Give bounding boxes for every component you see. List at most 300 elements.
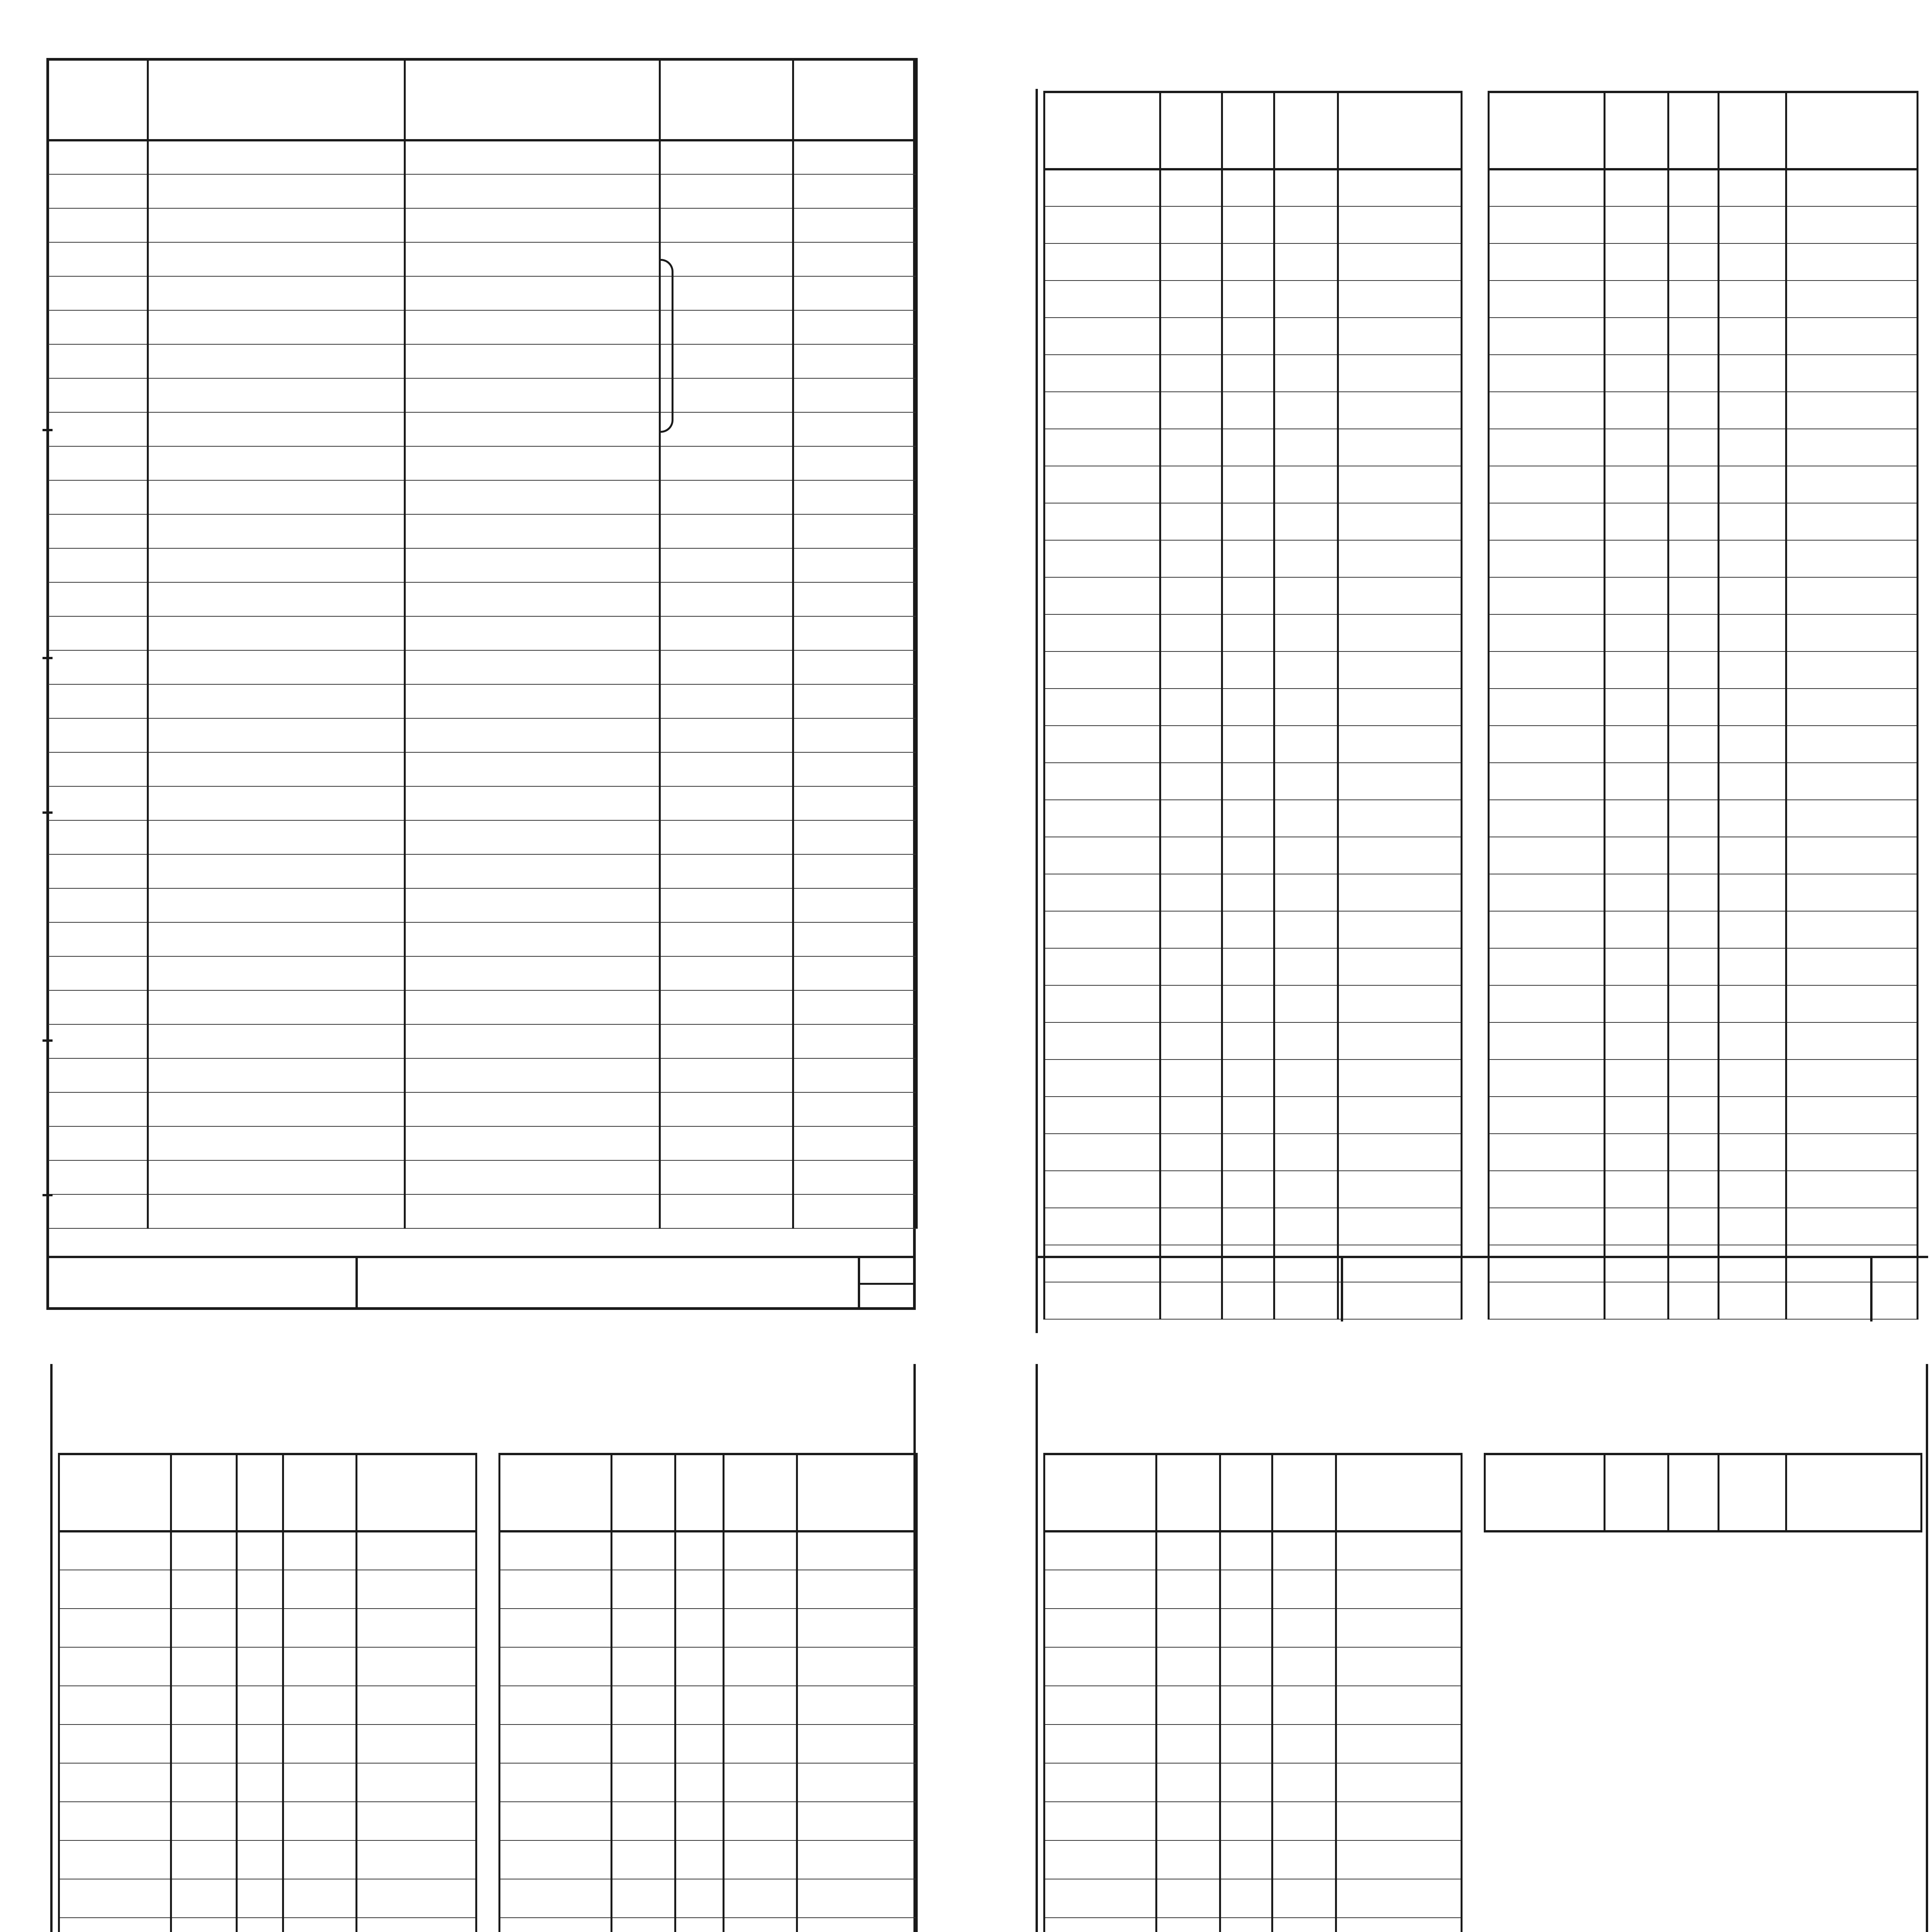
table-cell	[1338, 985, 1462, 1022]
table-cell	[171, 1531, 237, 1570]
table-cell	[1605, 243, 1668, 281]
table-cell	[793, 650, 917, 684]
table-cell	[1786, 577, 1918, 614]
table-cell	[1222, 540, 1274, 577]
table-cell	[148, 1092, 405, 1126]
column-header	[1044, 1454, 1156, 1531]
column-header	[793, 59, 917, 140]
table-cell	[1489, 689, 1605, 726]
table-row	[59, 1763, 476, 1802]
table-cell	[1044, 1570, 1156, 1609]
table-cell	[405, 548, 660, 582]
table-cell	[1274, 355, 1338, 392]
table-cell	[48, 344, 148, 378]
table-cell	[1489, 1208, 1605, 1245]
table-cell	[797, 1918, 917, 1932]
connections-table-right	[498, 1453, 918, 1932]
table-cell	[171, 1879, 237, 1918]
table-row	[1044, 503, 1462, 540]
table-cell	[660, 480, 793, 514]
table-cell	[405, 956, 660, 990]
table-cell	[724, 1647, 797, 1686]
table-cell	[660, 412, 793, 446]
table-cell	[405, 208, 660, 242]
table-cell	[357, 1879, 476, 1918]
table-row	[59, 1802, 476, 1840]
table-row	[48, 718, 917, 752]
column-header	[612, 1454, 675, 1531]
table-cell	[1222, 614, 1274, 651]
table-cell	[1668, 281, 1719, 318]
table-row	[1489, 1134, 1918, 1171]
table-cell	[1719, 1134, 1786, 1171]
table-cell	[1156, 1879, 1220, 1918]
table-cell	[405, 616, 660, 650]
table-cell	[148, 650, 405, 684]
table-cell	[1338, 911, 1462, 948]
table-cell	[1160, 392, 1222, 429]
page-4	[970, 1364, 1932, 1932]
table-row	[48, 854, 917, 888]
table-cell	[1272, 1725, 1336, 1763]
margin-tick	[43, 1194, 53, 1196]
table-cell	[237, 1647, 283, 1686]
table-cell	[48, 480, 148, 514]
table-cell	[724, 1879, 797, 1918]
table-cell	[1222, 466, 1274, 503]
table-cell	[357, 1609, 476, 1647]
table-row	[48, 650, 917, 684]
table-cell	[1222, 726, 1274, 763]
table-cell	[1272, 1879, 1336, 1918]
table-row	[500, 1531, 917, 1570]
table-cell	[1222, 800, 1274, 837]
table-row	[1489, 985, 1918, 1022]
table-cell	[1786, 948, 1918, 985]
table-row	[1044, 763, 1462, 800]
table-cell	[797, 1802, 917, 1840]
table-cell	[1668, 1060, 1719, 1097]
table-cell	[724, 1918, 797, 1932]
table-cell	[1044, 1918, 1156, 1932]
table-cell	[1786, 392, 1918, 429]
table-cell	[660, 1092, 793, 1126]
table-cell	[1222, 689, 1274, 726]
table-cell	[1220, 1879, 1272, 1918]
table-cell	[675, 1840, 724, 1879]
table-row	[1044, 1171, 1462, 1208]
table-row	[500, 1763, 917, 1802]
table-cell	[1222, 837, 1274, 874]
table-cell	[793, 276, 917, 310]
table-cell	[405, 1092, 660, 1126]
table-cell	[660, 956, 793, 990]
table-row	[1489, 1097, 1918, 1134]
table-row	[1044, 466, 1462, 503]
table-row	[1044, 800, 1462, 837]
table-cell	[59, 1840, 171, 1879]
table-cell	[405, 990, 660, 1024]
column-header	[59, 1454, 171, 1531]
table-cell	[724, 1686, 797, 1725]
table-cell	[612, 1609, 675, 1647]
table-cell	[1489, 318, 1605, 355]
table-cell	[1786, 985, 1918, 1022]
table-row	[48, 752, 917, 786]
table-cell	[1605, 614, 1668, 651]
table-cell	[500, 1763, 612, 1802]
table-cell	[283, 1879, 357, 1918]
table-cell	[660, 446, 793, 480]
table-cell	[1786, 1060, 1918, 1097]
table-cell	[171, 1918, 237, 1932]
table-cell	[237, 1725, 283, 1763]
table-row	[48, 1024, 917, 1058]
table-cell	[48, 276, 148, 310]
table-cell	[660, 344, 793, 378]
wire-table	[46, 58, 918, 1229]
table-cell	[1786, 466, 1918, 503]
table-cell	[797, 1686, 917, 1725]
column-header	[1605, 92, 1668, 169]
table-cell	[793, 718, 917, 752]
table-row	[1044, 243, 1462, 281]
table-cell	[1160, 503, 1222, 540]
column-header	[283, 1454, 357, 1531]
table-cell	[1156, 1531, 1220, 1570]
table-cell	[1668, 985, 1719, 1022]
table-cell	[1160, 1134, 1222, 1171]
table-row	[1489, 355, 1918, 392]
table-cell	[612, 1686, 675, 1725]
table-cell	[1719, 466, 1786, 503]
table-cell	[724, 1725, 797, 1763]
table-cell	[1044, 1060, 1160, 1097]
table-cell	[1786, 800, 1918, 837]
table-cell	[1274, 503, 1338, 540]
table-cell	[793, 480, 917, 514]
table-cell	[48, 752, 148, 786]
table-row	[1044, 1840, 1462, 1879]
table-row	[1489, 281, 1918, 318]
table-cell	[660, 276, 793, 310]
table-cell	[283, 1609, 357, 1647]
table-cell	[1719, 1060, 1786, 1097]
table-cell	[612, 1763, 675, 1802]
table-cell	[1160, 466, 1222, 503]
table-cell	[1668, 1171, 1719, 1208]
table-cell	[357, 1802, 476, 1840]
table-row	[48, 378, 917, 412]
table-cell	[660, 548, 793, 582]
table-cell	[1786, 503, 1918, 540]
table-row	[1044, 540, 1462, 577]
table-cell	[1489, 466, 1605, 503]
table-cell	[1274, 1245, 1338, 1282]
table-cell	[1489, 1060, 1605, 1097]
table-cell	[793, 684, 917, 718]
table-cell	[148, 1160, 405, 1194]
table-cell	[1786, 614, 1918, 651]
table-cell	[1274, 540, 1338, 577]
margin-tick	[43, 657, 53, 659]
table-row	[59, 1918, 476, 1932]
table-cell	[283, 1918, 357, 1932]
table-cell	[1338, 169, 1462, 206]
table-row	[1044, 1245, 1462, 1282]
table-cell	[1274, 281, 1338, 318]
table-cell	[1786, 243, 1918, 281]
table-cell	[797, 1647, 917, 1686]
table-cell	[1044, 948, 1160, 985]
table-cell	[1668, 726, 1719, 763]
table-cell	[660, 718, 793, 752]
title-block-line	[1341, 1256, 1343, 1321]
table-cell	[148, 582, 405, 616]
table-cell	[148, 888, 405, 922]
table-cell	[1220, 1531, 1272, 1570]
table-cell	[1274, 1171, 1338, 1208]
table-cell	[1274, 800, 1338, 837]
table-row	[1489, 1171, 1918, 1208]
table-cell	[1338, 1282, 1462, 1319]
table-cell	[793, 1024, 917, 1058]
table-body	[48, 140, 917, 1228]
table-row	[1489, 837, 1918, 874]
margin-tick	[43, 1039, 53, 1042]
table-cell	[1786, 1097, 1918, 1134]
table-cell	[1274, 763, 1338, 800]
table-cell	[1160, 911, 1222, 948]
table-row	[48, 1160, 917, 1194]
table-cell	[675, 1879, 724, 1918]
table-cell	[1220, 1647, 1272, 1686]
table-row	[500, 1609, 917, 1647]
table-cell	[148, 616, 405, 650]
table-cell	[1786, 1282, 1918, 1319]
table-cell	[148, 1194, 405, 1228]
table-cell	[1222, 503, 1274, 540]
column-header	[1668, 92, 1719, 169]
table-row	[1489, 392, 1918, 429]
table-cell	[59, 1763, 171, 1802]
table-cell	[1786, 1134, 1918, 1171]
table-cell	[1274, 466, 1338, 503]
table-cell	[1489, 726, 1605, 763]
table-cell	[283, 1570, 357, 1609]
table-cell	[171, 1609, 237, 1647]
table-cell	[1160, 1097, 1222, 1134]
title-block-line	[1870, 1256, 1872, 1321]
table-cell	[405, 854, 660, 888]
table-row	[48, 956, 917, 990]
table-cell	[793, 854, 917, 888]
table-cell	[1274, 614, 1338, 651]
table-cell	[1668, 614, 1719, 651]
table-row	[1044, 355, 1462, 392]
table-cell	[1786, 874, 1918, 911]
column-header	[1160, 92, 1222, 169]
table-row	[59, 1647, 476, 1686]
table-cell	[48, 1092, 148, 1126]
table-cell	[724, 1840, 797, 1879]
table-cell	[405, 684, 660, 718]
table-cell	[1044, 1763, 1156, 1802]
table-row	[1489, 206, 1918, 243]
table-cell	[1222, 1134, 1274, 1171]
table-cell	[1220, 1725, 1272, 1763]
table-cell	[1668, 1208, 1719, 1245]
table-row	[1044, 1060, 1462, 1097]
table-cell	[1668, 1245, 1719, 1282]
table-cell	[675, 1647, 724, 1686]
table-cell	[1338, 1134, 1462, 1171]
table-cell	[1220, 1763, 1272, 1802]
table-cell	[1336, 1763, 1462, 1802]
table-cell	[148, 820, 405, 854]
table-row	[48, 1194, 917, 1228]
table-cell	[1160, 355, 1222, 392]
column-header	[237, 1454, 283, 1531]
table-cell	[675, 1570, 724, 1609]
table-cell	[793, 922, 917, 956]
table-cell	[1786, 206, 1918, 243]
table-cell	[793, 310, 917, 344]
table-cell	[660, 1024, 793, 1058]
table-cell	[1220, 1570, 1272, 1609]
table-cell	[1044, 1282, 1160, 1319]
column-header	[1668, 1454, 1719, 1531]
table-cell	[148, 276, 405, 310]
table-row	[1044, 318, 1462, 355]
table-cell	[1222, 206, 1274, 243]
table-cell	[1160, 614, 1222, 651]
table-cell	[612, 1570, 675, 1609]
table-cell	[48, 310, 148, 344]
table-cell	[1044, 1840, 1156, 1879]
table-cell	[1489, 243, 1605, 281]
table-cell	[283, 1763, 357, 1802]
table-row	[59, 1570, 476, 1609]
table-cell	[1274, 206, 1338, 243]
table-cell	[1222, 577, 1274, 614]
table-cell	[1160, 1171, 1222, 1208]
table-cell	[1274, 318, 1338, 355]
table-cell	[1222, 1022, 1274, 1060]
table-cell	[793, 1160, 917, 1194]
table-cell	[1160, 169, 1222, 206]
table-cell	[1044, 837, 1160, 874]
connections-table-left	[1043, 91, 1463, 1320]
table-cell	[48, 514, 148, 548]
connections-table-left	[1043, 1453, 1463, 1932]
table-row	[48, 990, 917, 1024]
table-cell	[612, 1531, 675, 1570]
column-header	[357, 1454, 476, 1531]
title-block-line	[46, 1256, 916, 1258]
table-cell	[612, 1647, 675, 1686]
table-row	[1044, 1802, 1462, 1840]
table-cell	[500, 1609, 612, 1647]
table-cell	[1274, 837, 1338, 874]
table-row	[59, 1531, 476, 1570]
table-cell	[1272, 1763, 1336, 1802]
margin-tick	[43, 811, 53, 814]
table-cell	[1222, 429, 1274, 466]
table-cell	[148, 480, 405, 514]
table-cell	[793, 820, 917, 854]
column-header	[148, 59, 405, 140]
table-cell	[1274, 429, 1338, 466]
table-cell	[1719, 429, 1786, 466]
table-cell	[724, 1802, 797, 1840]
table-cell	[1044, 1208, 1160, 1245]
table-row	[1044, 1282, 1462, 1319]
table-cell	[48, 140, 148, 174]
table-cell	[1160, 948, 1222, 985]
table-cell	[1786, 726, 1918, 763]
table-row	[1044, 614, 1462, 651]
table-cell	[1489, 911, 1605, 948]
table-cell	[1160, 874, 1222, 911]
table-cell	[148, 378, 405, 412]
table-cell	[1719, 911, 1786, 948]
table-cell	[612, 1918, 675, 1932]
table-cell	[1489, 206, 1605, 243]
table-cell	[1156, 1647, 1220, 1686]
column-header	[1156, 1454, 1220, 1531]
table-cell	[357, 1918, 476, 1932]
table-row	[1489, 1060, 1918, 1097]
table-cell	[1719, 874, 1786, 911]
table-cell	[1160, 800, 1222, 837]
table-cell	[148, 140, 405, 174]
table-cell	[1338, 874, 1462, 911]
table-cell	[237, 1686, 283, 1725]
table-cell	[1044, 1647, 1156, 1686]
table-row	[1044, 392, 1462, 429]
table-row	[48, 548, 917, 582]
table-row	[48, 684, 917, 718]
brace	[661, 259, 673, 433]
table-cell	[675, 1531, 724, 1570]
table-cell	[1160, 1208, 1222, 1245]
table-cell	[1336, 1840, 1462, 1879]
table-row	[1489, 800, 1918, 837]
table-cell	[1489, 1282, 1605, 1319]
table-cell	[148, 854, 405, 888]
table-cell	[1338, 243, 1462, 281]
table-row	[1044, 689, 1462, 726]
table-body	[59, 1531, 476, 1932]
table-cell	[1044, 1531, 1156, 1570]
table-cell	[48, 242, 148, 276]
table-cell	[148, 174, 405, 208]
table-cell	[1272, 1802, 1336, 1840]
table-cell	[405, 310, 660, 344]
table-cell	[797, 1531, 917, 1570]
table-row	[1489, 911, 1918, 948]
table-cell	[405, 820, 660, 854]
table-cell	[1222, 169, 1274, 206]
table-row	[1489, 689, 1918, 726]
table-cell	[1489, 1134, 1605, 1171]
table-cell	[1222, 281, 1274, 318]
table-cell	[1044, 243, 1160, 281]
table-row	[1044, 1725, 1462, 1763]
table-cell	[1605, 466, 1668, 503]
table-cell	[1220, 1840, 1272, 1879]
